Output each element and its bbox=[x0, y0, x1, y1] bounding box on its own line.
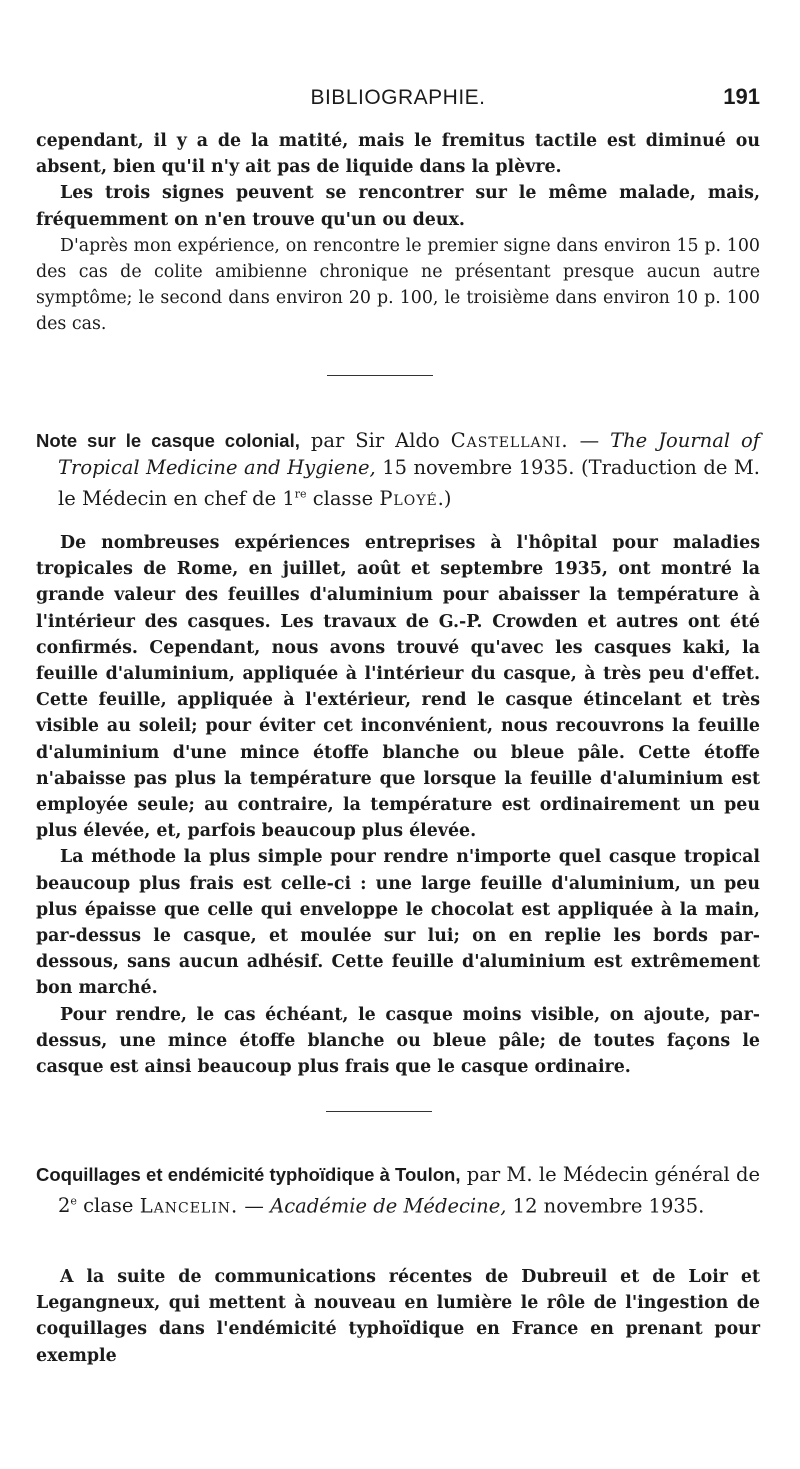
paragraph: D'après mon expérience, on rencontre le premier signe dans environ 15 p. 100 des cas de colite amibienne chronique ne présentant presque aucun autre symptôme; le second dans environ 20 p. 100, le troisième dans environ 10 p. 100 des cas. bbox=[36, 235, 760, 335]
bibliographic-reference bbox=[36, 428, 760, 512]
section-divider bbox=[327, 375, 433, 376]
paragraph: Les trois signes peuvent se rencontrer sur le même malade, mais, fréquemment on n'en trouve qu'un ou deux. bbox=[36, 183, 760, 230]
entry-dash: — bbox=[244, 1194, 264, 1217]
entry-title: Note sur le casque colonial, bbox=[36, 430, 300, 451]
running-title: BIBLIOGRAPHIE. bbox=[310, 86, 486, 109]
section-1-text bbox=[36, 128, 760, 338]
entry-translation: (Traduction de M. le Médecin en chef de 1re classe Ployé.) bbox=[58, 455, 760, 510]
paragraph: cependant, il y a de la matité, mais le fremitus tactile est diminué ou absent, bien qu'il n'y ait pas de liquide dans la plèvre. bbox=[36, 131, 760, 178]
entry-date: 12 novembre 1935. bbox=[512, 1194, 705, 1217]
entry-2-body bbox=[36, 1264, 760, 1369]
paragraph: A la suite de communications récentes de Dubreuil et de Loir et Legangneux, qui mettent à nouveau en lumière le rôle de l'ingestion de coquillages dans l'endémicité typhoïdique en France en prenant pour exemple bbox=[36, 1267, 760, 1366]
entry-2-reference bbox=[36, 1162, 760, 1220]
entry-title: Coquillages et endémicité typhoïdique à Toulon, bbox=[36, 1164, 461, 1185]
entry-journal: Académie de Médecine, bbox=[270, 1194, 507, 1217]
entry-date: 15 novembre 1935. bbox=[382, 455, 575, 479]
paragraph: De nombreuses expériences entreprises à l'hôpital pour maladies tropicales de Rome, en juillet, août et septembre 1935, ont montré la grande valeur des feuilles d'aluminium pour abaisser la température à l'intérieur des casques. Les travaux de G.-P. Crowden et autres ont été confirmés. Cependant, nous avons trouvé qu'avec les casques kaki, la feuille d'aluminium, appliquée à l'intérieur du casque, à très peu d'effet. Cette feuille, appliquée à l'extérieur, rend le casque étincelant et très visible au soleil; pour éviter cet inconvénient, nous recouvrons la feuille d'aluminium d'une mince étoffe blanche ou bleue pâle. Cette étoffe n'abaisse pas plus la température que lorsque la feuille d'aluminium est employée seule; au contraire, la température est ordinairement un peu plus élevée, et, parfois beaucoup plus élevée. bbox=[36, 533, 760, 842]
page-number: 191 bbox=[723, 84, 760, 109]
bibliographic-reference bbox=[36, 1162, 760, 1220]
entry-author: Lancelin. bbox=[139, 1194, 239, 1217]
page-header bbox=[36, 84, 760, 114]
entry-journal: The Journal of Tropical Medicine and Hygiene, bbox=[58, 429, 761, 479]
entry-dash: — bbox=[579, 429, 600, 452]
entry-1-body bbox=[36, 530, 760, 1080]
entry-by: par M. le Médecin général de 2e clase bbox=[58, 1163, 760, 1217]
entry-by: par Sir Aldo bbox=[310, 429, 440, 452]
paragraph: Pour rendre, le cas échéant, le casque moins visible, on ajoute, par-dessus, une mince étoffe blanche ou bleue pâle; de toutes façons le casque est ainsi beaucoup plus frais que le casque ordinaire. bbox=[36, 1004, 760, 1078]
paragraph: La méthode la plus simple pour rendre n'importe quel casque tropical beaucoup plus frais est celle-ci : une large feuille d'aluminium, un peu plus épaisse que celle qui enveloppe le chocolat est appliquée à la main, par-dessus le casque, et moulée sur lui; on en replie les bords par-dessous, sans aucun adhésif. Cette feuille d'aluminium est extrêmement bon marché. bbox=[36, 847, 760, 999]
section-divider bbox=[326, 1111, 432, 1112]
entry-1-reference bbox=[36, 428, 760, 512]
entry-author: Castellani. bbox=[450, 429, 569, 452]
